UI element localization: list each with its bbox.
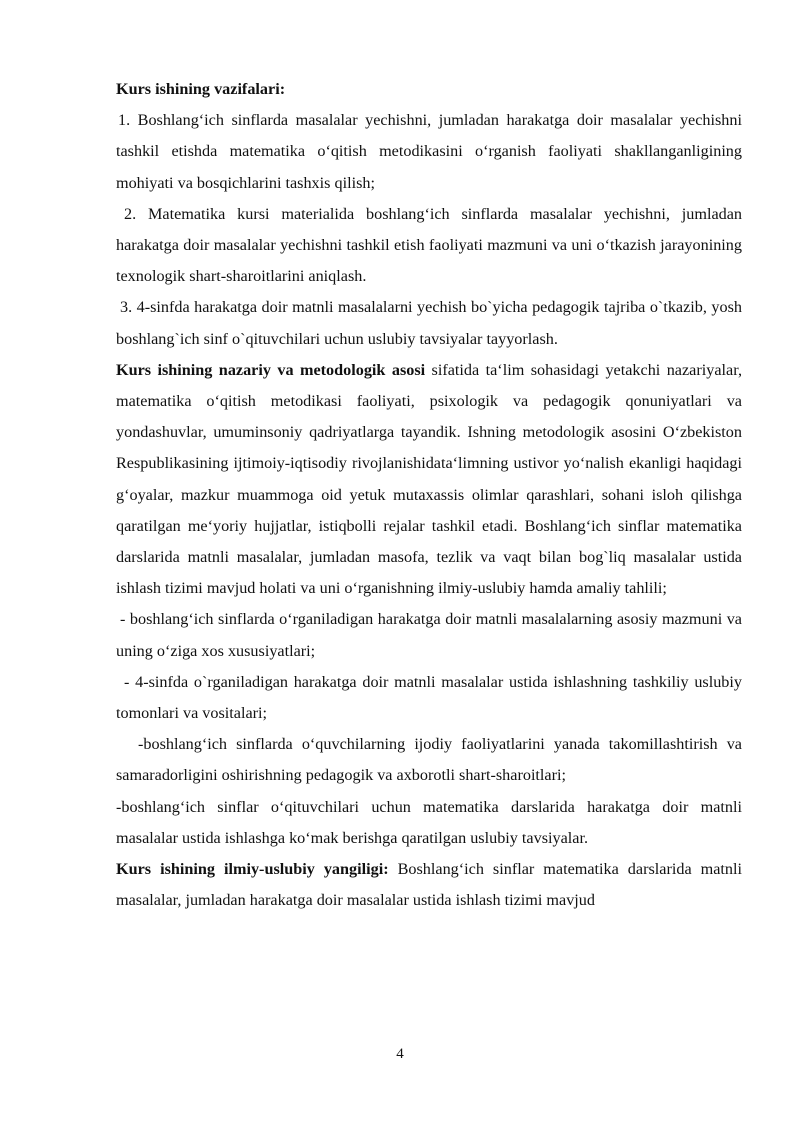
bullet-item-3: -boshlang‘ich sinflarda o‘quvchilarning ijodiy faoliyatlarini yanada takomillashtirish va samaradorligini oshirishning pedagogik va axborotli shart-sharoitlari; xyxy=(116,735,742,785)
bullet-item-4: -boshlang‘ich sinflar o‘qituvchilari uchun matematika darslarida harakatga doir matnli masalalar ustida ishlashga ko‘mak berishga qaratilgan uslubiy tavsiyalar. xyxy=(116,797,742,847)
bullet-item-1: - boshlang‘ich sinflarda o‘rganiladigan harakatga doir matnli masalalarning asosiy mazmuni va uning o‘ziga xos xususiyatlari; xyxy=(116,610,742,660)
section-heading: Kurs ishining vazifalari: xyxy=(116,80,286,98)
task-item-3: 3. 4-sinfda harakatga doir matnli masalalarni yechish bo`yicha pedagogik tajriba o`tkazib, yosh boshlang`ich sinf o`qituvchilari uchun uslubiy tavsiyalar tayyorlash. xyxy=(116,298,742,348)
methodology-bold: Kurs ishining nazariy va metodologik asosi xyxy=(116,360,426,379)
novelty-paragraph xyxy=(116,854,742,916)
task-item-1: 1. Boshlang‘ich sinflarda masalalar yechishni, jumladan harakatga doir masalalar yechishni tashkil etishda matematika o‘qitish metodikasini o‘rganish faoliyati shakllanganligining mohiyati va bosqichlarini tashxis qilish; xyxy=(116,111,742,192)
novelty-bold: Kurs ishining ilmiy-uslubiy yangiligi: xyxy=(116,860,389,879)
novelty-text: Boshlang‘ich sinflar matematika darslarida matnli masalalar, jumladan harakatga doir masalalar ustida ishlash tizimi mavjud xyxy=(116,860,742,910)
methodology-text: sifatida ta‘lim sohasidagi yetakchi nazariyalar, matematika o‘qitish metodikasi faoliyati, psixologik va pedagogik qonuniyatlari va yondashuvlar, umuminsoniy qadriyatlarga tayandik. Ishning metodologik asosini O‘zbekiston Respublikasining ijtimoiy-iqtisodiy rivojlanishidata‘limning ustivor yo‘nalish ekanligi haqidagi g‘oyalar, mazkur muammoga oid yetuk mutaxassis olimlar qarashlari, sohani isloh qilishga qaratilgan me‘yoriy hujjatlar, istiqbolli rejalar tashkil etadi. Boshlang‘ich sinflar matematika darslarida matnli masalalar, jumladan masofa, tezlik va vaqt bilan bog`liq masalalar ustida ishlash tizimi mavjud holati va uni o‘rganishning ilmiy-uslubiy hamda amaliy tahlili; xyxy=(116,360,743,598)
task-item-2: 2. Matematika kursi materialida boshlang‘ich sinflarda masalalar yechishni, jumladan harakatga doir masalalar yechishni tashkil etish faoliyati mazmuni va uni o‘tkazish jarayonining texnologik shart-sharoitlarini aniqlash. xyxy=(116,204,742,286)
page-content xyxy=(116,74,742,916)
bullet-item-2: - 4-sinfda o`rganiladigan harakatga doir matnli masalalar ustida ishlashning tashkiliy uslubiy tomonlari va vositalari; xyxy=(116,672,742,723)
methodology-paragraph xyxy=(116,355,742,605)
page-number: 4 xyxy=(396,1046,404,1062)
